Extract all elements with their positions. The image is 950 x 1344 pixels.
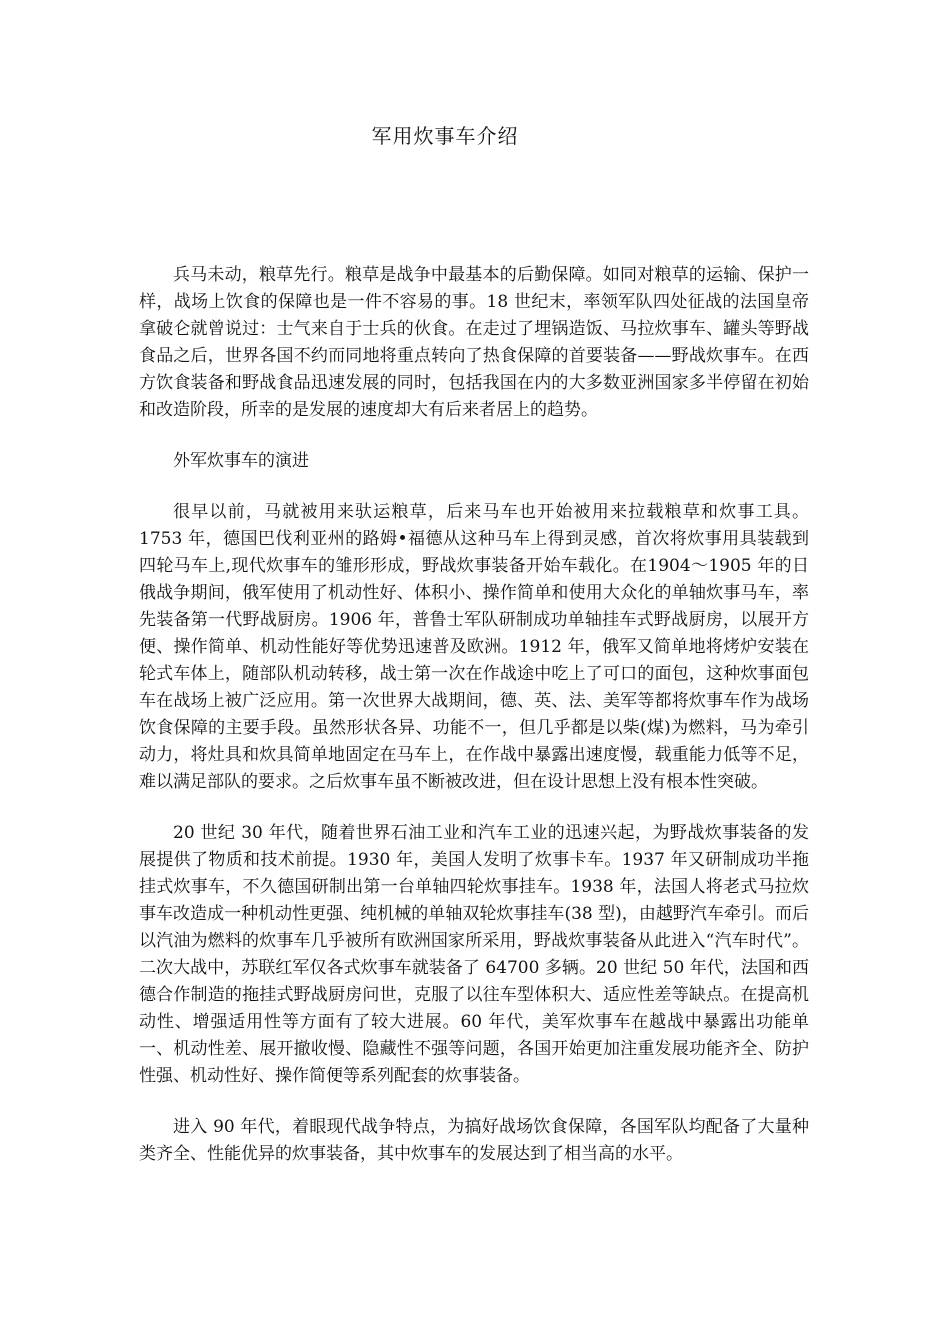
paragraph-nineties: 进入 90 年代，着眼现代战争特点，为搞好战场饮食保障，各国军队均配备了大量种类齐全、性能优异的炊事装备，其中炊事车的发展达到了相当高的水平。: [139, 1117, 809, 1164]
paragraph-motorization: 20 世纪 30 年代，随着世界石油工业和汽车工业的迅速兴起，为野战炊事装备的发展提供了物质和技术前提。1930 年，美国人发明了炊事卡车。1937 年又研制成功半拖挂式炊事车，不久德国研制出第一台单轴四轮炊事挂车。1938 年，法国人将老式马拉炊事车改造成一种机动性更强、纯机械的单轴双轮炊事挂车(38 型)，由越野汽车牵引。而后以汽油为燃料的炊事车几乎被所有欧洲国家所采用，野战炊事装备从此进入“汽车时代”。二次大战中，苏联红军仅各式炊事车就装备了 64700 多辆。20 世纪 50 年代，法国和西德合作制造的拖挂式野战厨房问世，克服了以往车型体积大、适应性差等缺点。在提高机动性、增强适用性等方面有了较大进展。60 年代，美军炊事车在越战中暴露出功能单一、机动性差、展开撤收慢、隐藏性不强等问题，各国开始更加注重发展功能齐全、防护性强、机动性好、操作简便等系列配套的炊事装备。: [139, 823, 809, 1086]
section-heading: 外军炊事车的演进: [173, 451, 309, 471]
page-title: 军用炊事车介绍: [371, 124, 519, 148]
paragraph-intro: 兵马未动，粮草先行。粮草是战争中最基本的后勤保障。如同对粮草的运输、保护一样，战场上饮食的保障也是一件不容易的事。18 世纪末，率领军队四处征战的法国皇帝拿破仑就曾说过：士气来自于士兵的伙食。在走过了埋锅造饭、马拉炊事车、罐头等野战食品之后，世界各国不约而同地将重点转向了热食保障的首要装备——野战炊事车。在西方饮食装备和野战食品迅速发展的同时，包括我国在内的大多数亚洲国家多半停留在初始和改造阶段，所幸的是发展的速度却大有后来者居上的趋势。: [139, 265, 809, 420]
document-body: [139, 262, 809, 1192]
paragraph-early-history: 很早以前，马就被用来驮运粮草，后来马车也开始被用来拉载粮草和炊事工具。1753 年，德国巴伐利亚州的路姆•福德从这种马车上得到灵感，首次将炊事用具装载到四轮马车上,现代炊事车的雏形形成，野战炊事装备开始车载化。在1904～1905 年的日俄战争期间，俄军使用了机动性好、体积小、操作简单和使用大众化的单轴炊事马车，率先装备第一代野战厨房。1906 年，普鲁士军队研制成功单轴挂车式野战厨房，以展开方便、操作简单、机动性能好等优势迅速普及欧洲。1912 年，俄军又简单地将烤炉安装在轮式车体上，随部队机动转移，战士第一次在作战途中吃上了可口的面包，这种炊事面包车在战场上被广泛应用。第一次世界大战期间，德、英、法、美军等都将炊事车作为战场饮食保障的主要手段。虽然形状各异、功能不一，但几乎都是以柴(煤)为燃料，马为牵引动力，将灶具和炊具简单地固定在马车上，在作战中暴露出速度慢，载重能力低等不足，难以满足部队的要求。之后炊事车虽不断被改进，但在设计思想上没有根本性突破。: [139, 502, 809, 792]
